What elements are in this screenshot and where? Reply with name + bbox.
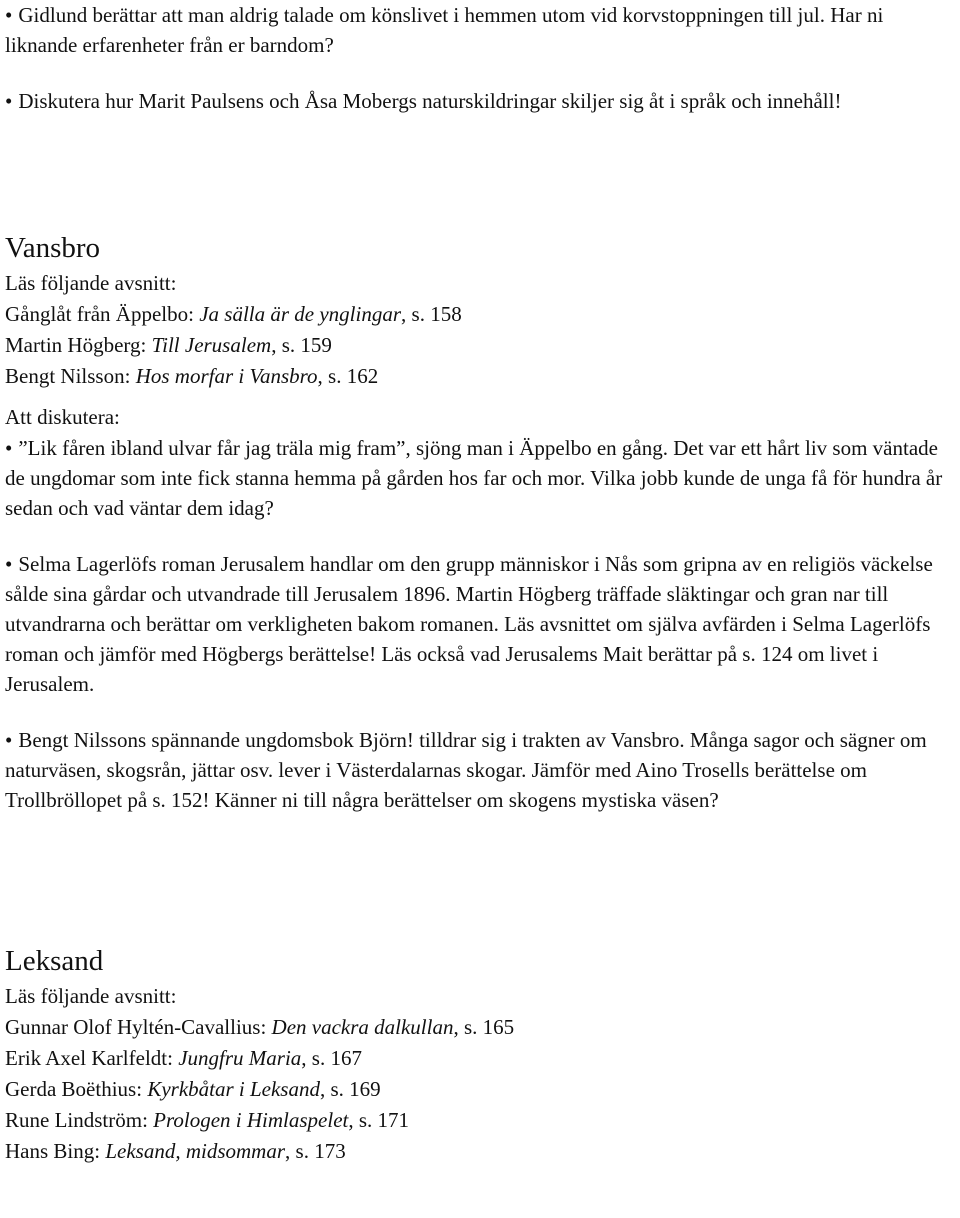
discussion-bullet-2: • Selma Lagerlöfs roman Jerusalem handlar om den grupp människor i Nås som gripna av en religiös väckelse sålde sina gårdar och utvandrade till Jerusalem 1896. Martin Högberg träffade släktingar och gran nar till utvandrarna och berättar om verkligheten bakom romanen. Läs avsnittet om själva avfärden i Selma Lagerlöfs roman och jämför med Högbergs berättelse! Läs också vad Jerusalems Mait berättar på s. 124 om livet i Jerusalem. <box>5 552 933 696</box>
reading-item: Martin Högberg: Till Jerusalem, s. 159 <box>5 333 332 357</box>
read-label: Läs följande avsnitt: <box>5 271 177 295</box>
bullet-icon: • <box>5 728 13 752</box>
leksand-section <box>5 941 957 1167</box>
bullet-icon: • <box>5 3 13 27</box>
reading-item: Gånglåt från Äppelbo: Ja sälla är de ynglingar, s. 158 <box>5 302 462 326</box>
reading-item: Rune Lindström: Prologen i Himlaspelet, s. 171 <box>5 1108 410 1132</box>
bullet-icon: • <box>5 89 13 113</box>
section-title-vansbro: Vansbro <box>5 232 101 264</box>
discussion-bullet-1: • ”Lik fåren ibland ulvar får jag träla mig fram”, sjöng man i Äppelbo en gång. Det var ett hårt liv som väntade de ungdomar som inte fick stanna hemma på gården hos far och mor. Vilka jobb kunde de unga få för hundra år sedan och vad väntar dem idag? <box>5 436 943 520</box>
discussion-bullet-3: • Bengt Nilssons spännande ungdomsbok Björn! tilldrar sig i trakten av Vansbro. Många sagor och sägner om naturväsen, skogsrån, jättar osv. lever i Västerdalarnas skogar. Jämför med Aino Trosells berättelse om Trollbröllopet på s. 152! Känner ni till några berättelser om skogens mystiska väsen? <box>5 728 927 812</box>
document-page <box>5 0 957 1167</box>
bullet-icon: • <box>5 436 13 460</box>
discuss-label: Att diskutera: <box>5 405 120 429</box>
reading-item: Bengt Nilsson: Hos morfar i Vansbro, s. 162 <box>5 364 379 388</box>
vansbro-section <box>5 228 957 815</box>
intro-bullet-1: • Gidlund berättar att man aldrig talade om könslivet i hemmen utom vid korvstoppningen till jul. Har ni liknande erfarenheter från er barndom? <box>5 3 884 57</box>
read-label: Läs följande avsnitt: <box>5 984 177 1008</box>
reading-item: Gunnar Olof Hyltén-Cavallius: Den vackra dalkullan, s. 165 <box>5 1015 515 1039</box>
intro-bullet-2: • Diskutera hur Marit Paulsens och Åsa Mobergs naturskildringar skiljer sig åt i språk och innehåll! <box>5 89 842 113</box>
section-title-leksand: Leksand <box>5 945 104 977</box>
reading-item: Erik Axel Karlfeldt: Jungfru Maria, s. 167 <box>5 1046 362 1070</box>
reading-item: Hans Bing: Leksand, midsommar, s. 173 <box>5 1139 346 1163</box>
bullet-icon: • <box>5 552 13 576</box>
reading-item: Gerda Boëthius: Kyrkbåtar i Leksand, s. 169 <box>5 1077 381 1101</box>
